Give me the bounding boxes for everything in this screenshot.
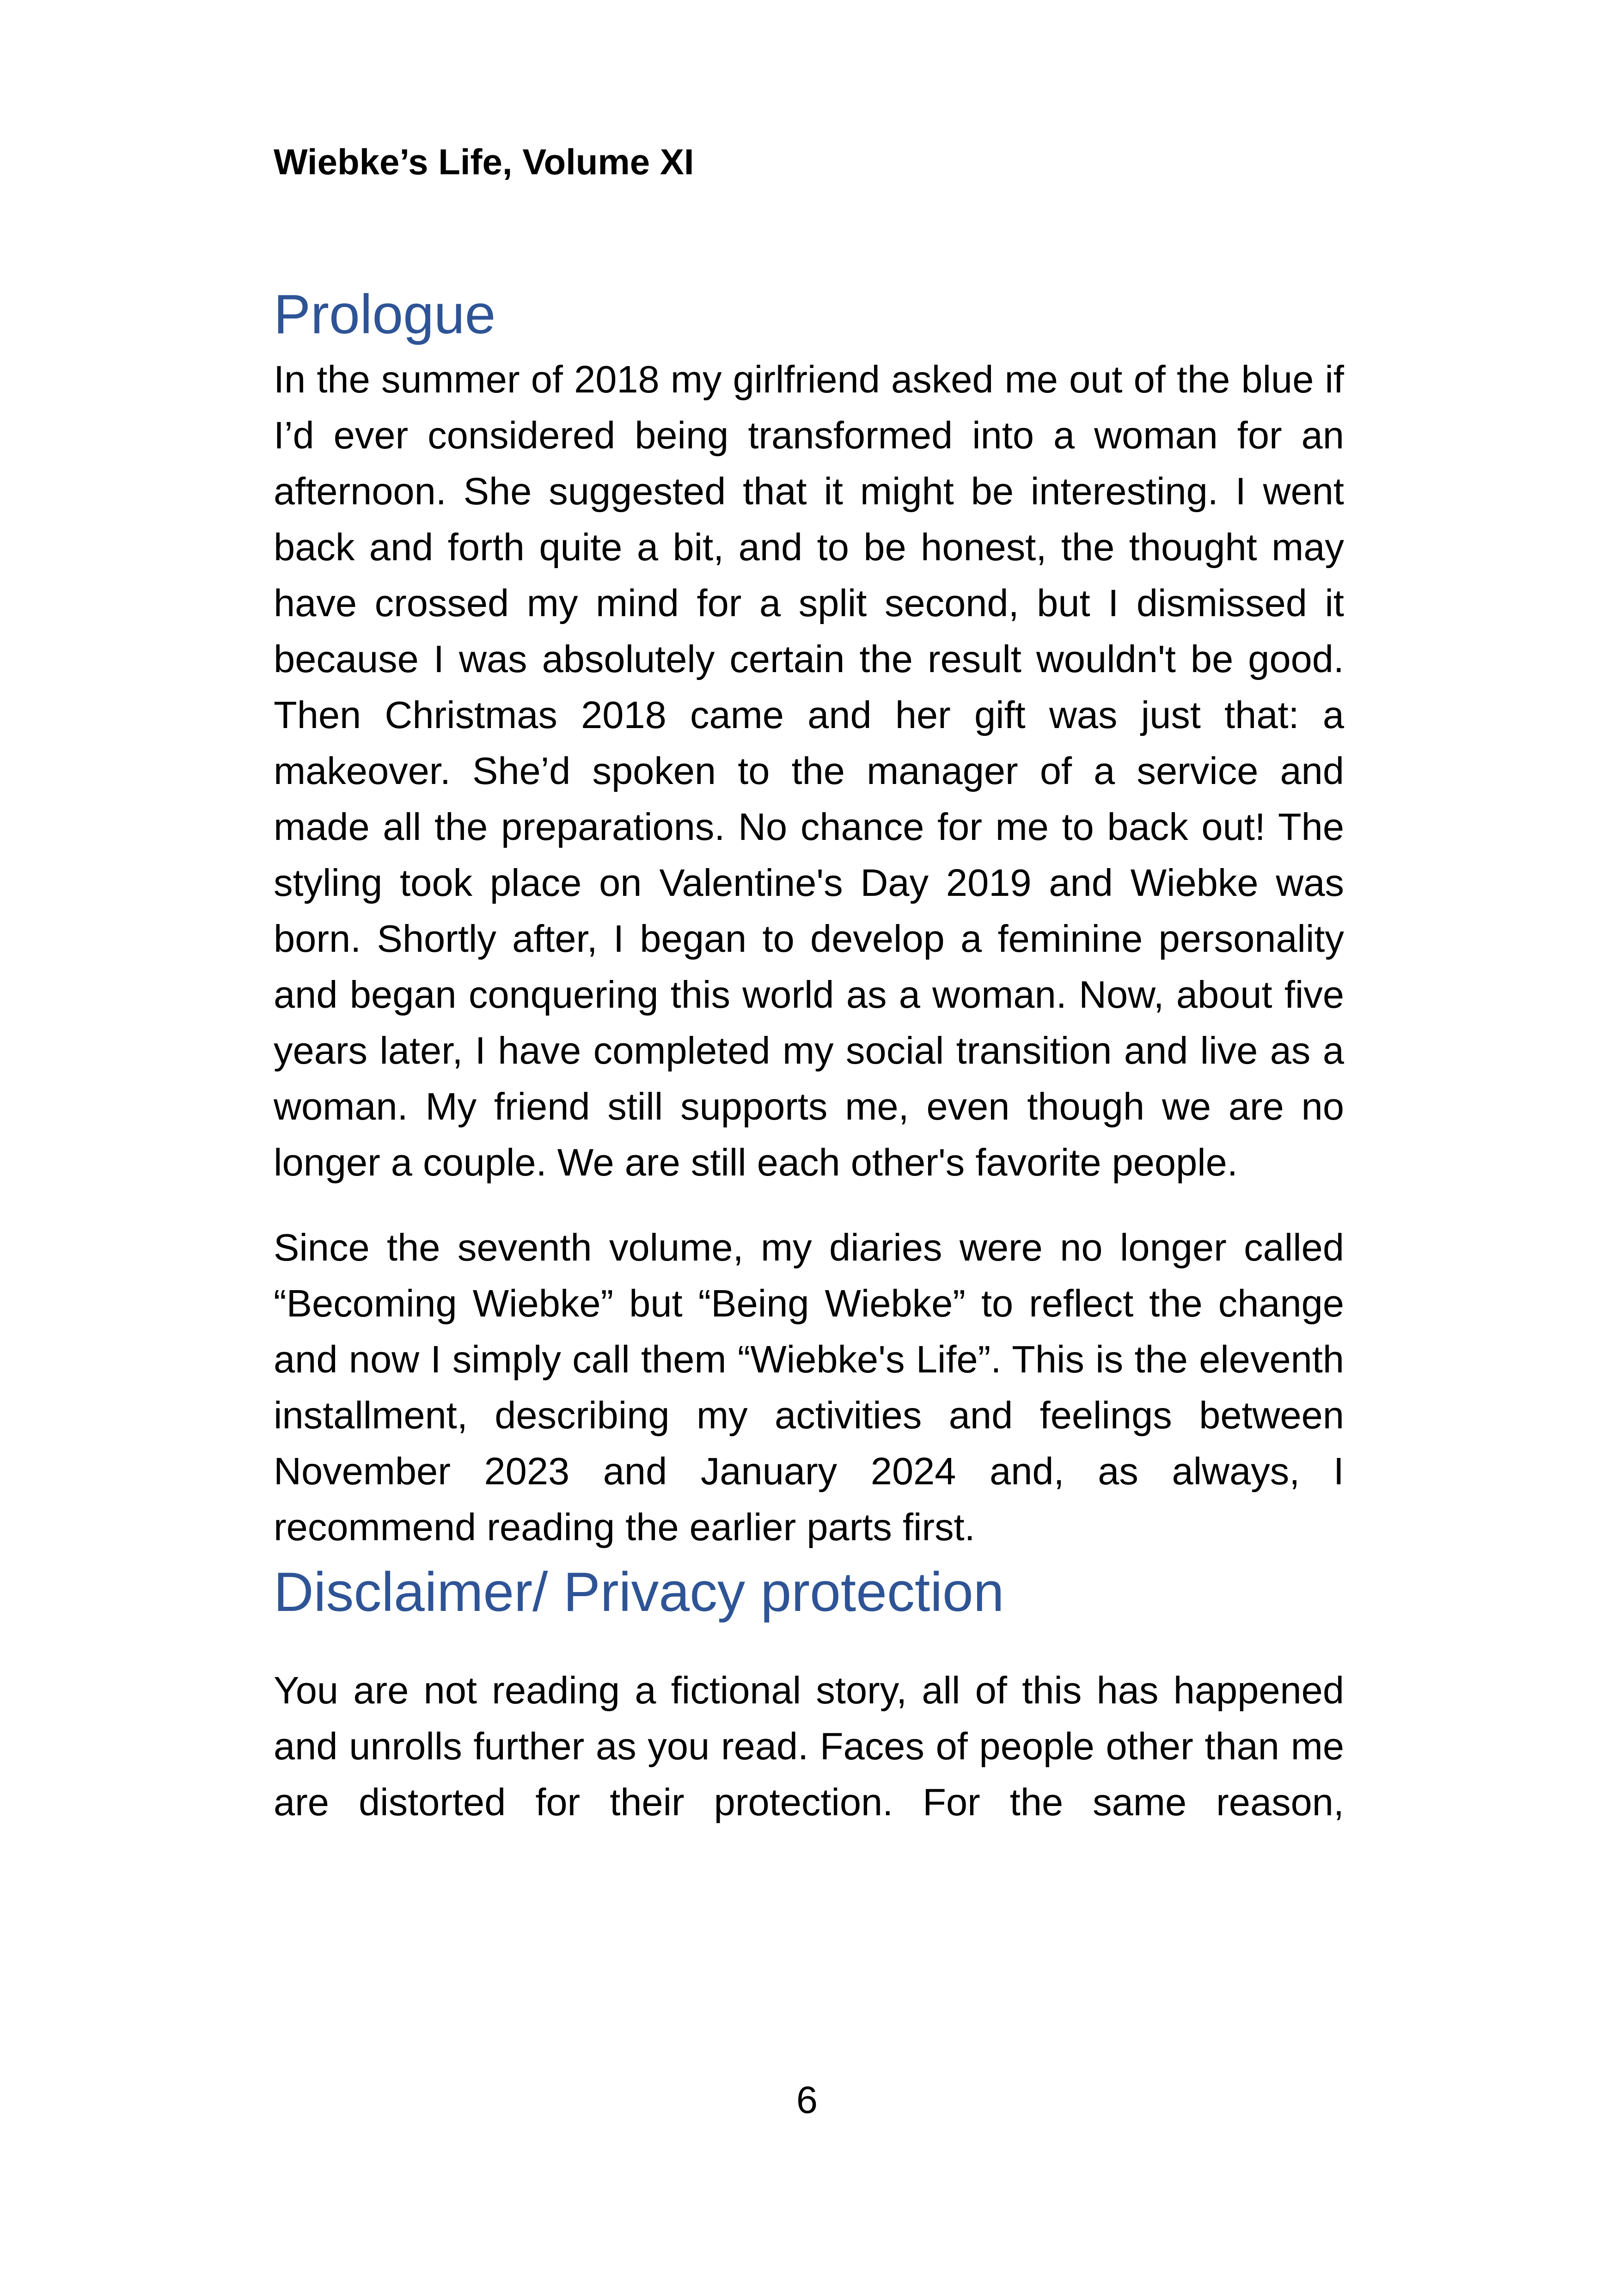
page-number: 6 [796, 2078, 818, 2121]
disclaimer-heading: Disclaimer/ Privacy protection [274, 1561, 1004, 1623]
prologue-paragraph-2: Since the seventh volume, my diaries were no longer called “Becoming Wiebke” but “Being Wiebke” to reflect the change and now I simply call them “Wiebke's Life”. This is the eleventh installment, describing my activities and feelings between November 2023 and January 2024 and, as always, I recommend reading the earlier parts first. [274, 1226, 1344, 1549]
prologue-paragraph-1: In the summer of 2018 my girlfriend asked me out of the blue if I’d ever considered being transformed into a woman for an afternoon. She suggested that it might be interesting. I went back and forth quite a bit, and to be honest, the thought may have crossed my mind for a split second, but I dismissed it because I was absolutely certain the result wouldn't be good. Then Christmas 2018 came and her gift was just that: a makeover. She’d spoken to the manager of a service and made all the preparations. No chance for me to back out! The styling took place on Valentine's Day 2019 and Wiebke was born. Shortly after, I began to develop a feminine personality and began conquering this world as a woman. Now, about five years later, I have completed my social transition and live as a woman. My friend still supports me, even though we are no longer a couple. We are still each other's favorite people. [274, 358, 1344, 1184]
page-body [274, 277, 1344, 1830]
prologue-heading: Prologue [274, 283, 496, 345]
running-header-title: Wiebke’s Life, Volume XI [274, 141, 694, 182]
disclaimer-paragraph-1: You are not reading a fictional story, all of this has happened and unrolls further as you read. Faces of people other than me are distorted for their protection. For the same reason, [274, 1669, 1344, 1824]
